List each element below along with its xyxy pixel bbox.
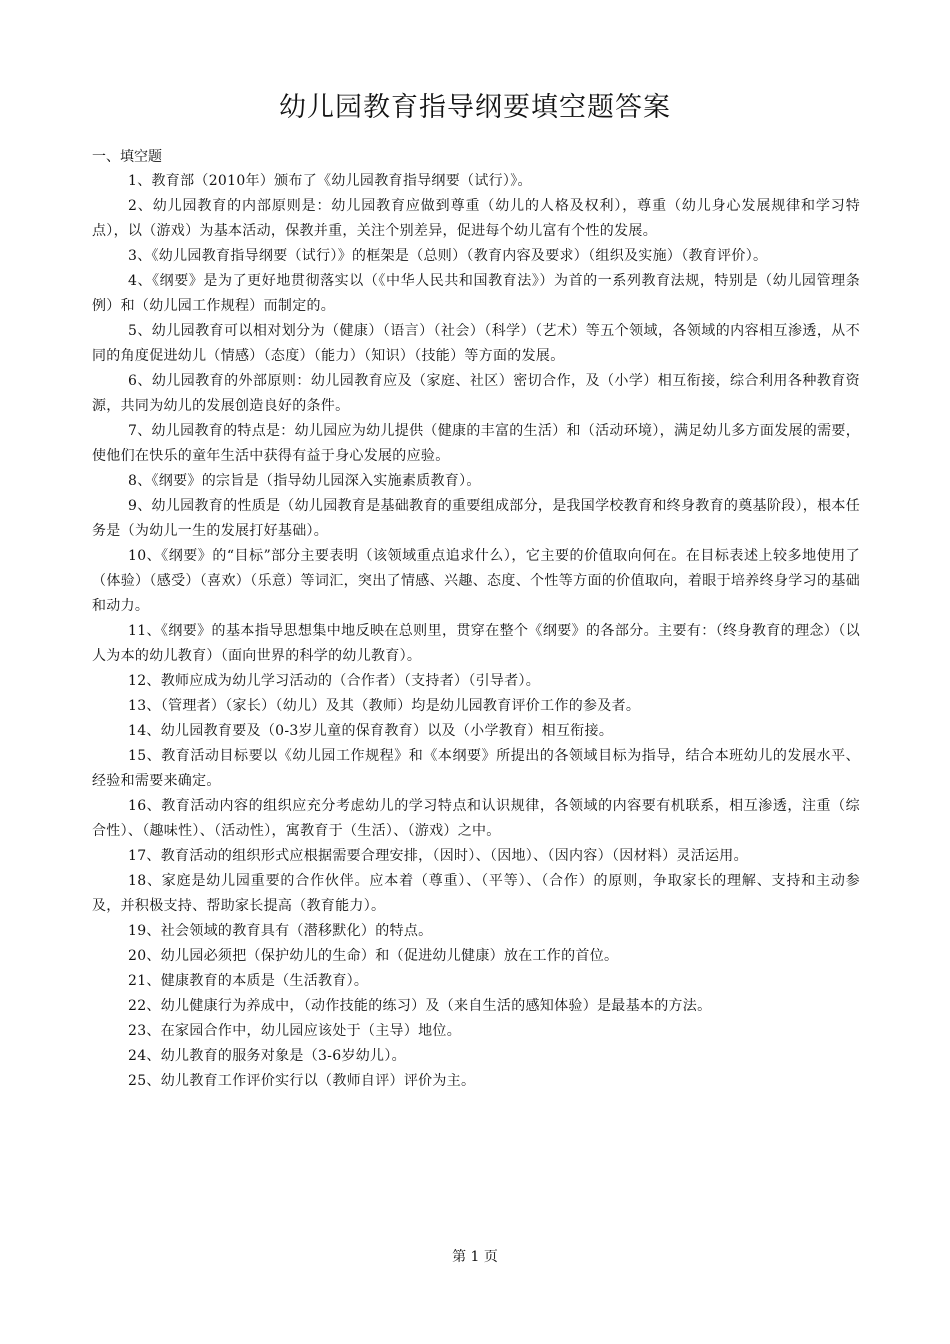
question-item-12: 12、教师应成为幼儿学习活动的（合作者）（支持者）（引导者）。 (128, 673, 541, 689)
question-item-22: 22、幼儿健康行为养成中，（动作技能的练习）及（来自生活的感知体验）是最基本的方法。 (128, 998, 712, 1014)
section-heading: 一、填空题 (92, 149, 162, 165)
question-item-4: 4、《纲要》是为了更好地贯彻落实以（《中华人民共和国教育法》）为首的一系列教育法规，特别是（幼儿园管理条例）和（幼儿园工作规程）而制定的。 (92, 273, 860, 314)
question-item-11: 11、《纲要》的基本指导思想集中地反映在总则里，贯穿在整个《纲要》的各部分。主要有：（终身教育的理念）（以人为本的幼儿教育）（面向世界的科学的幼儿教育）。 (92, 623, 860, 664)
question-item-1: 1、教育部（2010年）颁布了《幼儿园教育指导纲要（试行）》。 (128, 173, 532, 189)
question-item-15: 15、教育活动目标要以《幼儿园工作规程》和《本纲要》所提出的各领域目标为指导，结合本班幼儿的发展水平、经验和需要来确定。 (92, 748, 860, 789)
question-item-18: 18、家庭是幼儿园重要的合作伙伴。应本着（尊重）、（平等）、（合作）的原则，争取家长的理解、支持和主动参及，并积极支持、帮助家长提高（教育能力）。 (92, 873, 860, 914)
question-item-8: 8、《纲要》的宗旨是（指导幼儿园深入实施素质教育）。 (128, 473, 481, 489)
question-item-16: 16、教育活动内容的组织应充分考虑幼儿的学习特点和认识规律，各领域的内容要有机联系，相互渗透，注重（综合性）、（趣味性）、（活动性），寓教育于（生活）、（游戏）之中。 (92, 798, 860, 839)
document-title: 幼儿园教育指导纲要填空题答案 (279, 92, 671, 123)
question-item-9: 9、幼儿园教育的性质是（幼儿园教育是基础教育的重要组成部分，是我国学校教育和终身教育的奠基阶段），根本任务是（为幼儿一生的发展打好基础）。 (92, 498, 860, 539)
question-item-6: 6、幼儿园教育的外部原则：幼儿园教育应及（家庭、社区）密切合作，及（小学）相互衔接，综合利用各种教育资源，共同为幼儿的发展创造良好的条件。 (92, 373, 860, 414)
question-item-3: 3、《幼儿园教育指导纲要（试行）》的框架是（总则）（教育内容及要求）（组织及实施）（教育评价）。 (128, 248, 768, 264)
question-list (92, 169, 860, 1094)
page-number: 第 1 页 (452, 1249, 498, 1265)
question-item-10: 10、《纲要》的“目标”部分主要表明（该领域重点追求什么），它主要的价值取向何在。在目标表述上较多地使用了（体验）（感受）（喜欢）（乐意）等词汇，突出了情感、兴趣、态度、个性等方面的价值取向，着眼于培养终身学习的基础和动力。 (92, 548, 860, 614)
question-item-25: 25、幼儿教育工作评价实行以（教师自评）评价为主。 (128, 1073, 476, 1089)
question-item-24: 24、幼儿教育的服务对象是（3-6岁幼儿）。 (128, 1048, 406, 1064)
question-item-7: 7、幼儿园教育的特点是：幼儿园应为幼儿提供（健康的丰富的生活）和（活动环境），满足幼儿多方面发展的需要，使他们在快乐的童年生活中获得有益于身心发展的应验。 (92, 423, 860, 464)
question-item-23: 23、在家园合作中，幼儿园应该处于（主导）地位。 (128, 1023, 462, 1039)
question-item-2: 2、幼儿园教育的内部原则是：幼儿园教育应做到尊重（幼儿的人格及权利），尊重（幼儿身心发展规律和学习特点），以（游戏）为基本活动，保教并重，关注个别差异，促进每个幼儿富有个性的发展。 (92, 198, 860, 239)
question-item-13: 13、（管理者）（家长）（幼儿）及其（教师）均是幼儿园教育评价工作的参及者。 (128, 698, 641, 714)
question-item-5: 5、幼儿园教育可以相对划分为（健康）（语言）（社会）（科学）（艺术）等五个领域，各领域的内容相互渗透，从不同的角度促进幼儿（情感）（态度）（能力）（知识）（技能）等方面的发展。 (92, 323, 860, 364)
question-item-21: 21、健康教育的本质是（生活教育）。 (128, 973, 369, 989)
question-item-19: 19、社会领域的教育具有（潜移默化）的特点。 (128, 923, 433, 939)
question-item-14: 14、幼儿园教育要及（0-3岁儿童的保育教育）以及（小学教育）相互衔接。 (128, 723, 614, 739)
question-item-17: 17、教育活动的组织形式应根据需要合理安排，（因时）、（因地）、（因内容）（因材料）灵活运用。 (128, 848, 748, 864)
question-item-20: 20、幼儿园必须把（保护幼儿的生命）和（促进幼儿健康）放在工作的首位。 (128, 948, 619, 964)
